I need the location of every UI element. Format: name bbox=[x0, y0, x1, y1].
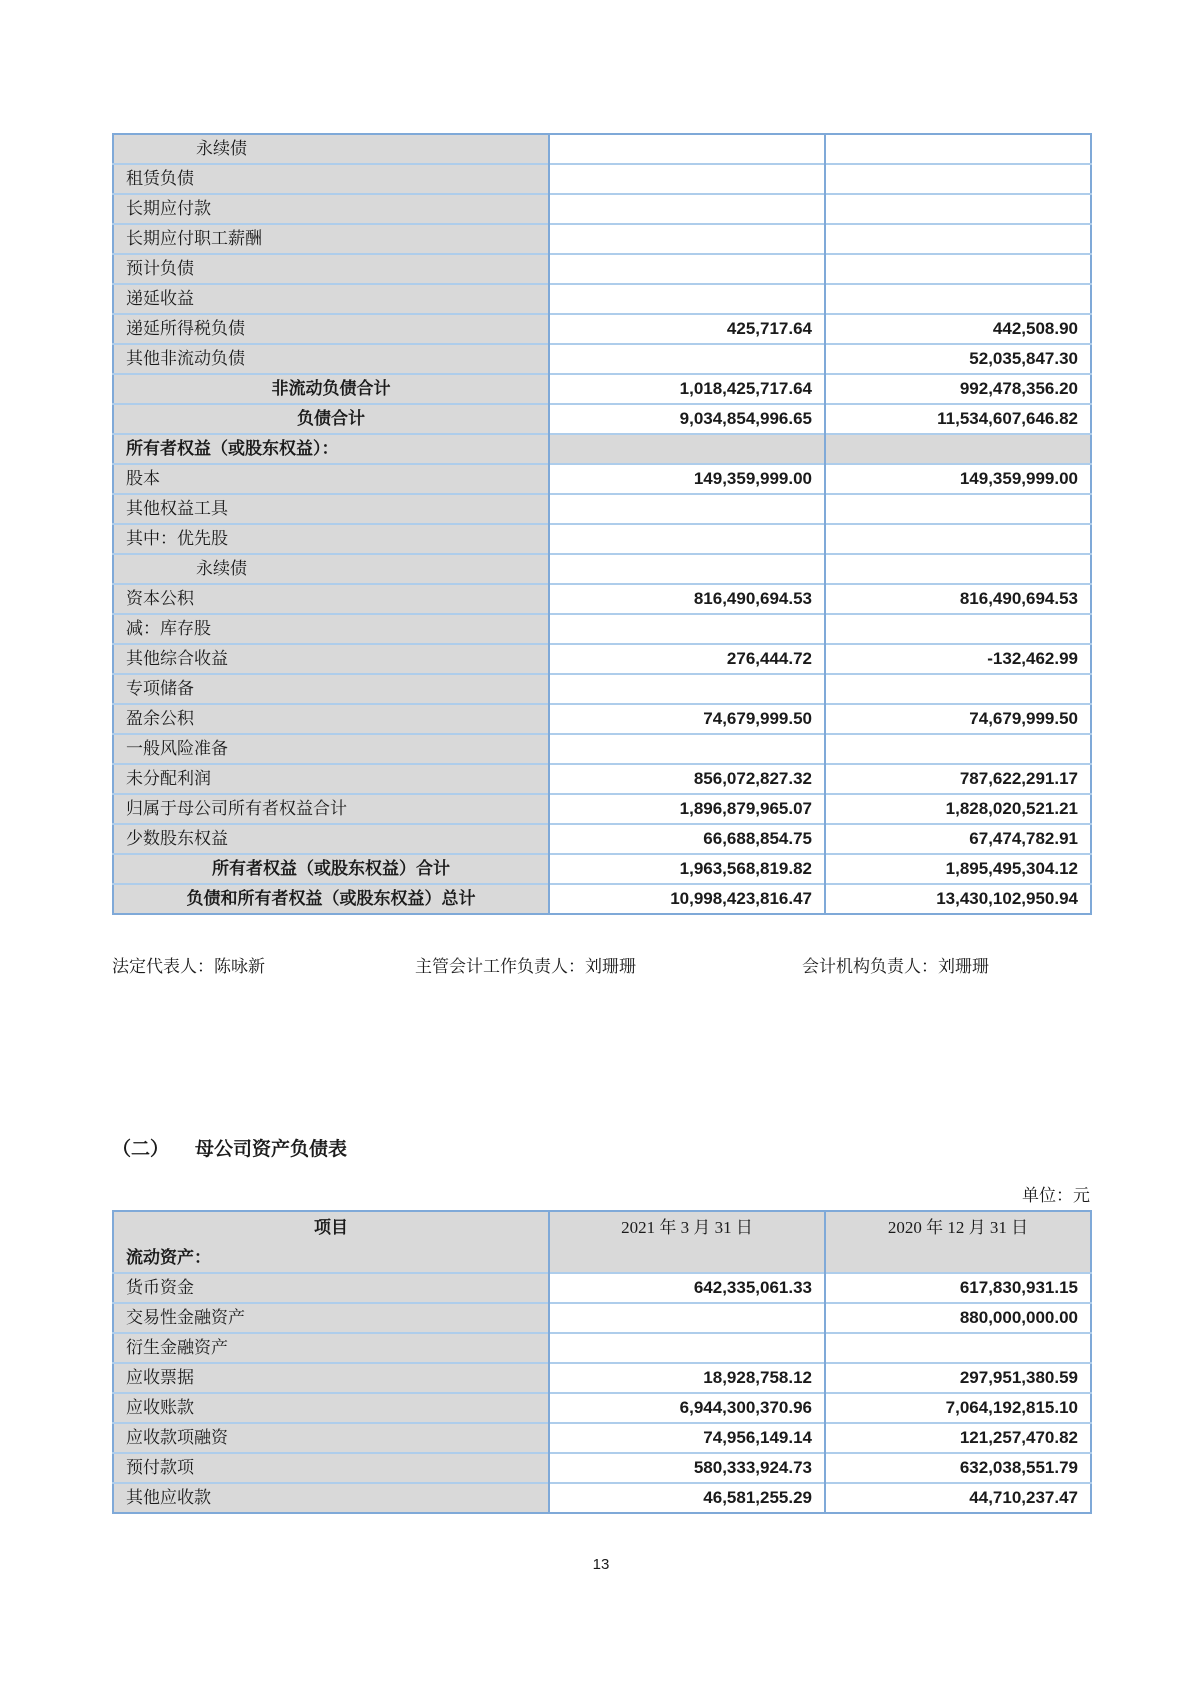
table-row bbox=[113, 644, 1091, 674]
value-cell-prior-period: 787,622,291.17 bbox=[825, 764, 1091, 794]
section-heading-title: 母公司资产负债表 bbox=[195, 1139, 348, 1160]
value-cell-current-period: 66,688,854.75 bbox=[549, 824, 825, 854]
value-cell-current-period: 1,018,425,717.64 bbox=[549, 374, 825, 404]
table-row bbox=[113, 254, 1091, 284]
value-cell-prior-period bbox=[825, 434, 1091, 464]
value-cell-prior-period bbox=[825, 254, 1091, 284]
table-row bbox=[113, 794, 1091, 824]
value-cell-current-period: 1,896,879,965.07 bbox=[549, 794, 825, 824]
value-cell-current-period: 1,963,568,819.82 bbox=[549, 854, 825, 884]
row-label-cell: 所有者权益（或股东权益）合计 bbox=[113, 854, 549, 884]
table-row bbox=[113, 314, 1091, 344]
consolidated-balance-sheet-section bbox=[112, 133, 1090, 915]
table-row bbox=[113, 374, 1091, 404]
row-label-cell: 专项储备 bbox=[113, 674, 549, 704]
value-cell-current-period bbox=[549, 344, 825, 374]
value-cell-prior-period bbox=[825, 614, 1091, 644]
legal-representative-label: 法定代表人：陈咏新 bbox=[112, 957, 265, 976]
row-label-cell: 其他应收款 bbox=[113, 1483, 549, 1513]
table-row bbox=[113, 584, 1091, 614]
value-cell-current-period: 18,928,758.12 bbox=[549, 1363, 825, 1393]
table-row bbox=[113, 854, 1091, 884]
value-cell-prior-period: 617,830,931.15 bbox=[825, 1273, 1091, 1303]
value-cell-prior-period: 44,710,237.47 bbox=[825, 1483, 1091, 1513]
value-cell-prior-period bbox=[825, 224, 1091, 254]
row-label-cell: 负债和所有者权益（或股东权益）总计 bbox=[113, 884, 549, 914]
value-cell-prior-period: 149,359,999.00 bbox=[825, 464, 1091, 494]
value-cell-current-period: 816,490,694.53 bbox=[549, 584, 825, 614]
row-label-cell: 长期应付款 bbox=[113, 194, 549, 224]
table-row bbox=[113, 1303, 1091, 1333]
signatories-line bbox=[112, 952, 1090, 976]
table-row bbox=[113, 284, 1091, 314]
table-row bbox=[113, 614, 1091, 644]
value-cell-prior-period bbox=[825, 524, 1091, 554]
value-cell-current-period bbox=[549, 164, 825, 194]
row-label-cell: 其他权益工具 bbox=[113, 494, 549, 524]
value-cell-current-period bbox=[549, 284, 825, 314]
table-row bbox=[113, 464, 1091, 494]
value-cell-current-period: 74,956,149.14 bbox=[549, 1423, 825, 1453]
value-cell-prior-period: 1,828,020,521.21 bbox=[825, 794, 1091, 824]
header-2020-column: 2020 年 12 月 31 日 bbox=[825, 1211, 1091, 1244]
value-cell-current-period: 642,335,061.33 bbox=[549, 1273, 825, 1303]
row-label-cell: 资本公积 bbox=[113, 584, 549, 614]
table-row bbox=[113, 764, 1091, 794]
accounting-department-head-label: 会计机构负责人：刘珊珊 bbox=[802, 957, 989, 976]
row-label-cell: 负债合计 bbox=[113, 404, 549, 434]
row-label-cell: 盈余公积 bbox=[113, 704, 549, 734]
row-label-cell: 永续债 bbox=[113, 134, 549, 164]
row-label-cell: 永续债 bbox=[113, 554, 549, 584]
value-cell-prior-period: 992,478,356.20 bbox=[825, 374, 1091, 404]
value-cell-prior-period bbox=[825, 1333, 1091, 1363]
row-label-cell: 非流动负债合计 bbox=[113, 374, 549, 404]
row-label-cell: 少数股东权益 bbox=[113, 824, 549, 854]
row-label-cell: 租赁负债 bbox=[113, 164, 549, 194]
value-cell-prior-period: 121,257,470.82 bbox=[825, 1423, 1091, 1453]
value-cell-current-period bbox=[549, 1244, 825, 1273]
value-cell-prior-period: 11,534,607,646.82 bbox=[825, 404, 1091, 434]
value-cell-prior-period bbox=[825, 284, 1091, 314]
parent-balance-sheet-section bbox=[112, 1210, 1090, 1514]
value-cell-prior-period: 880,000,000.00 bbox=[825, 1303, 1091, 1333]
value-cell-current-period bbox=[549, 1303, 825, 1333]
header-item-column: 项目 bbox=[113, 1211, 549, 1244]
value-cell-prior-period: -132,462.99 bbox=[825, 644, 1091, 674]
row-label-cell: 其他非流动负债 bbox=[113, 344, 549, 374]
header-2021-column: 2021 年 3 月 31 日 bbox=[549, 1211, 825, 1244]
consolidated-balance-sheet-table bbox=[112, 133, 1092, 915]
value-cell-prior-period: 13,430,102,950.94 bbox=[825, 884, 1091, 914]
table-row bbox=[113, 344, 1091, 374]
value-cell-current-period: 74,679,999.50 bbox=[549, 704, 825, 734]
value-cell-current-period bbox=[549, 674, 825, 704]
value-cell-prior-period: 442,508.90 bbox=[825, 314, 1091, 344]
value-cell-prior-period bbox=[825, 134, 1091, 164]
table-row bbox=[113, 164, 1091, 194]
value-cell-prior-period bbox=[825, 674, 1091, 704]
value-cell-current-period bbox=[549, 194, 825, 224]
value-cell-current-period: 149,359,999.00 bbox=[549, 464, 825, 494]
section-heading-index: （二） bbox=[112, 1139, 170, 1160]
table-row bbox=[113, 194, 1091, 224]
table-row bbox=[113, 1363, 1091, 1393]
value-cell-current-period bbox=[549, 554, 825, 584]
row-label-cell: 长期应付职工薪酬 bbox=[113, 224, 549, 254]
chief-accounting-officer-label: 主管会计工作负责人：刘珊珊 bbox=[415, 957, 636, 976]
value-cell-prior-period bbox=[825, 494, 1091, 524]
table-row bbox=[113, 524, 1091, 554]
value-cell-current-period bbox=[549, 614, 825, 644]
value-cell-prior-period: 67,474,782.91 bbox=[825, 824, 1091, 854]
value-cell-current-period: 46,581,255.29 bbox=[549, 1483, 825, 1513]
unit-label: 单位：元 bbox=[1022, 1186, 1090, 1205]
row-label-cell: 应收款项融资 bbox=[113, 1423, 549, 1453]
value-cell-current-period bbox=[549, 254, 825, 284]
table-row bbox=[113, 704, 1091, 734]
row-label-cell: 股本 bbox=[113, 464, 549, 494]
value-cell-prior-period: 7,064,192,815.10 bbox=[825, 1393, 1091, 1423]
section-heading bbox=[112, 1134, 347, 1161]
table-row bbox=[113, 824, 1091, 854]
value-cell-prior-period: 816,490,694.53 bbox=[825, 584, 1091, 614]
value-cell-prior-period: 1,895,495,304.12 bbox=[825, 854, 1091, 884]
value-cell-prior-period bbox=[825, 734, 1091, 764]
value-cell-prior-period: 297,951,380.59 bbox=[825, 1363, 1091, 1393]
row-label-cell: 应收票据 bbox=[113, 1363, 549, 1393]
table-row bbox=[113, 1273, 1091, 1303]
value-cell-current-period bbox=[549, 524, 825, 554]
table-row bbox=[113, 434, 1091, 464]
value-cell-current-period bbox=[549, 134, 825, 164]
table-row bbox=[113, 1393, 1091, 1423]
parent-balance-sheet-table bbox=[112, 1210, 1092, 1514]
value-cell-prior-period: 52,035,847.30 bbox=[825, 344, 1091, 374]
value-cell-current-period: 856,072,827.32 bbox=[549, 764, 825, 794]
table-row bbox=[113, 734, 1091, 764]
table-row bbox=[113, 1423, 1091, 1453]
value-cell-prior-period bbox=[825, 554, 1091, 584]
row-label-cell: 其中：优先股 bbox=[113, 524, 549, 554]
row-label-cell: 预计负债 bbox=[113, 254, 549, 284]
row-label-cell: 预付款项 bbox=[113, 1453, 549, 1483]
row-label-cell: 所有者权益（或股东权益）： bbox=[113, 434, 549, 464]
value-cell-prior-period bbox=[825, 1244, 1091, 1273]
table-row bbox=[113, 884, 1091, 914]
row-label-cell: 流动资产： bbox=[113, 1244, 549, 1273]
value-cell-current-period bbox=[549, 1333, 825, 1363]
row-label-cell: 交易性金融资产 bbox=[113, 1303, 549, 1333]
row-label-cell: 减：库存股 bbox=[113, 614, 549, 644]
row-label-cell: 归属于母公司所有者权益合计 bbox=[113, 794, 549, 824]
row-label-cell: 一般风险准备 bbox=[113, 734, 549, 764]
value-cell-current-period: 9,034,854,996.65 bbox=[549, 404, 825, 434]
table-row bbox=[113, 1333, 1091, 1363]
table-row bbox=[113, 1244, 1091, 1273]
value-cell-current-period bbox=[549, 434, 825, 464]
value-cell-current-period bbox=[549, 734, 825, 764]
value-cell-prior-period bbox=[825, 164, 1091, 194]
table-row bbox=[113, 1453, 1091, 1483]
row-label-cell: 衍生金融资产 bbox=[113, 1333, 549, 1363]
table-row bbox=[113, 404, 1091, 434]
table-row bbox=[113, 134, 1091, 164]
row-label-cell: 应收账款 bbox=[113, 1393, 549, 1423]
row-label-cell: 货币资金 bbox=[113, 1273, 549, 1303]
value-cell-prior-period: 74,679,999.50 bbox=[825, 704, 1091, 734]
value-cell-current-period: 425,717.64 bbox=[549, 314, 825, 344]
value-cell-prior-period bbox=[825, 194, 1091, 224]
row-label-cell: 其他综合收益 bbox=[113, 644, 549, 674]
value-cell-current-period: 10,998,423,816.47 bbox=[549, 884, 825, 914]
table-row bbox=[113, 554, 1091, 584]
row-label-cell: 递延收益 bbox=[113, 284, 549, 314]
table-row bbox=[113, 1483, 1091, 1513]
table-row bbox=[113, 224, 1091, 254]
value-cell-current-period: 580,333,924.73 bbox=[549, 1453, 825, 1483]
value-cell-current-period: 276,444.72 bbox=[549, 644, 825, 674]
value-cell-current-period bbox=[549, 224, 825, 254]
value-cell-prior-period: 632,038,551.79 bbox=[825, 1453, 1091, 1483]
table-row bbox=[113, 674, 1091, 704]
row-label-cell: 未分配利润 bbox=[113, 764, 549, 794]
value-cell-current-period bbox=[549, 494, 825, 524]
row-label-cell: 递延所得税负债 bbox=[113, 314, 549, 344]
table-row bbox=[113, 494, 1091, 524]
page-number: 13 bbox=[592, 1556, 610, 1573]
table-header-row bbox=[113, 1211, 1091, 1244]
value-cell-current-period: 6,944,300,370.96 bbox=[549, 1393, 825, 1423]
